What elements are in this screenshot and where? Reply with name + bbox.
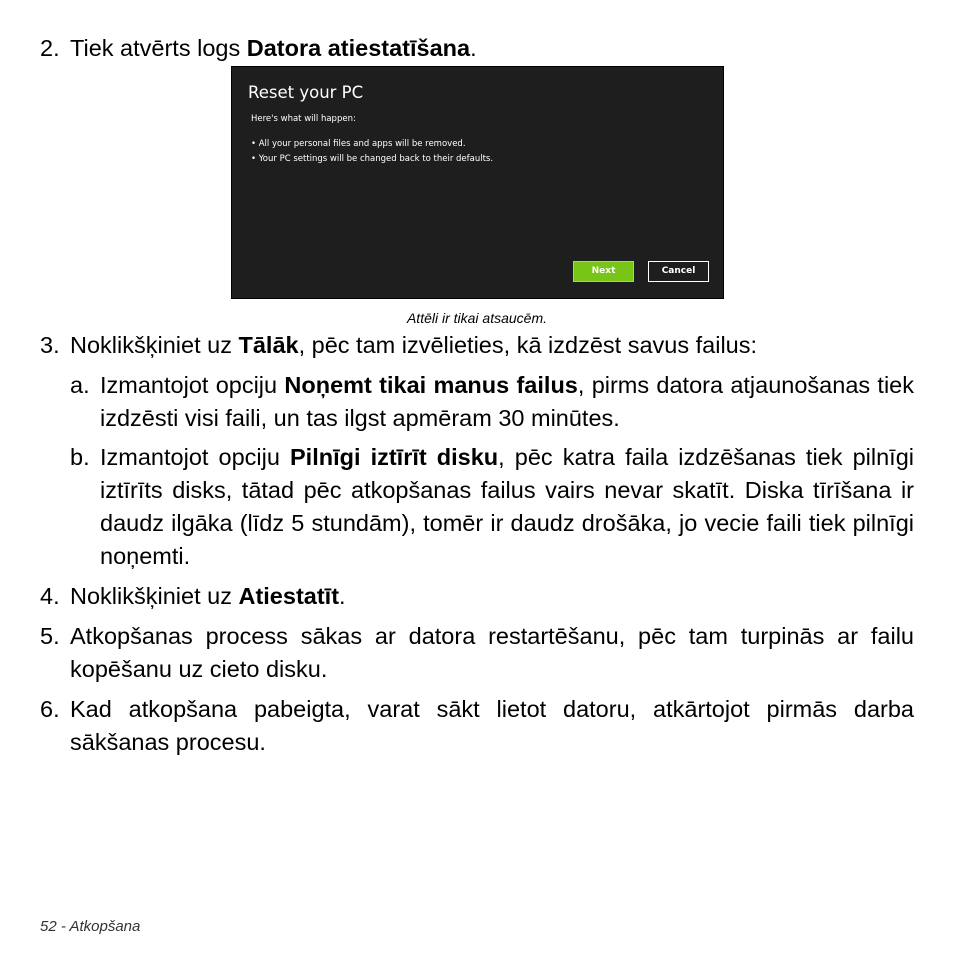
page-footer: 52 - Atkopšana [40,918,141,935]
figure-caption: Attēli ir tikai atsaucēm. [406,310,548,326]
step-2-text [70,32,477,65]
step-2-post: . [470,35,477,61]
reset-pc-list [251,137,493,167]
step-3b-letter: b. [70,444,90,470]
step-4-pre: Noklikšķiniet uz [70,583,239,609]
step-4-post: . [339,583,346,609]
reset-pc-list-item: • Your PC settings will be changed back to their defaults. [251,152,493,167]
step-3-bold: Tālāk [238,332,299,358]
cancel-button[interactable]: Cancel [648,261,709,282]
reset-pc-subtitle: Here's what will happen: [251,114,356,124]
reset-pc-screenshot [231,66,724,299]
reset-pc-title: Reset your PC [248,83,364,102]
step-4-number: 4. [40,583,60,609]
step-6-number: 6. [40,696,60,722]
step-3b-text [100,441,914,573]
step-3-post: , pēc tam izvēlieties, kā izdzēst savus failus: [298,332,758,358]
step-3a-bold: Noņemt tikai manus failus [284,372,578,398]
reset-pc-list-item: • All your personal files and apps will be removed. [251,137,493,152]
step-2-number: 2. [40,35,60,61]
step-5-text: Atkopšanas process sākas ar datora restartēšanu, pēc tam turpinās ar failu kopēšanu uz cieto disku. [70,623,914,682]
step-2-pre: Tiek atvērts logs [70,35,247,61]
step-3-pre: Noklikšķiniet uz [70,332,239,358]
step-3b-post: , pēc katra faila izdzēšanas tiek pilnīgi iztīrīts disks, tātad pēc atkopšanas failus vairs nevar skatīt. Diska tīrīšana ir daudz ilgāka (līdz 5 stundām), tomēr ir daudz drošāka, jo vecie faili tiek pilnīgi noņemti. [100,444,914,569]
step-3a-letter: a. [70,372,90,398]
step-3a-post: , pirms datora atjaunošanas tiek izdzēsti visi faili, un tas ilgst apmēram 30 minūtes. [100,372,914,431]
step-4-text [70,580,346,613]
step-3b-pre: Izmantojot opciju [100,444,290,470]
step-2-bold: Datora atiestatīšana [246,35,471,61]
step-5-number: 5. [40,623,60,649]
step-3a-pre: Izmantojot opciju [100,372,285,398]
step-3-text [70,329,757,362]
next-button[interactable]: Next [573,261,634,282]
step-3-number: 3. [40,332,60,358]
step-3a-text [100,369,914,435]
step-6-text: Kad atkopšana pabeigta, varat sākt lietot datoru, atkārtojot pirmās darba sākšanas procesu. [70,696,914,755]
step-3b-bold: Pilnīgi iztīrīt disku [289,444,499,470]
step-4-bold: Atiestatīt [238,583,340,609]
